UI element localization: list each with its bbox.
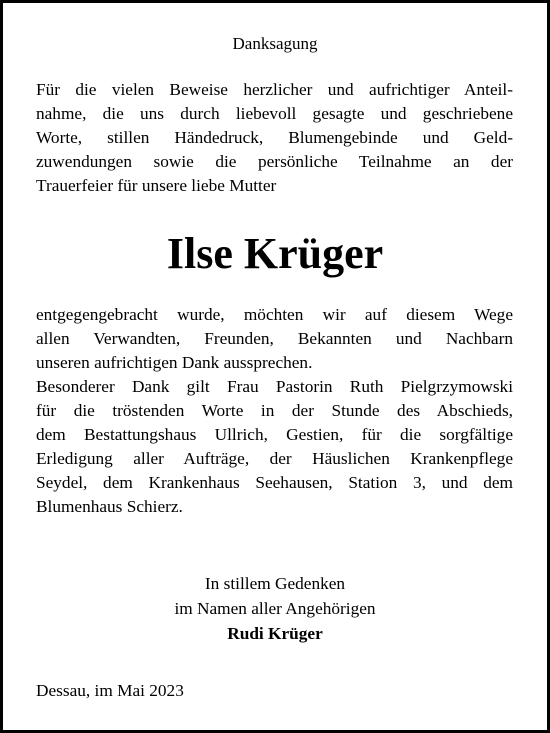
closing-block <box>3 571 547 646</box>
thanks-line: unseren aufrichtigen Dank aussprechen. <box>36 353 313 372</box>
intro-line: Worte, stillen Händedruck, Blumengebinde und Geld- <box>36 128 513 147</box>
thanks-paragraph <box>36 303 513 375</box>
thanks-line: allen Verwandten, Freunden, Bekannten und Nachbarn <box>36 329 513 348</box>
place-and-date: Dessau, im Mai 2023 <box>36 681 184 700</box>
intro-line: Für die vielen Beweise herzlicher und aufrichtiger Anteil- <box>36 80 513 99</box>
notice-heading: Danksagung <box>232 34 318 53</box>
special-thanks-line: Besonderer Dank gilt Frau Pastorin Ruth Pielgrzymowski <box>36 377 513 396</box>
signer-name: Rudi Krüger <box>227 624 323 643</box>
special-thanks-line: Erledigung aller Aufträge, der Häuslichen Krankenpflege <box>36 449 513 468</box>
special-thanks-paragraph <box>36 375 513 519</box>
closing-line-family: im Namen aller Angehörigen <box>174 599 376 618</box>
intro-paragraph <box>36 78 513 198</box>
intro-line: zuwendungen sowie die persönliche Teilnahme an der <box>36 152 513 171</box>
closing-line-remembrance: In stillem Gedenken <box>204 574 346 593</box>
special-thanks-line: dem Bestattungshaus Ullrich, Gestien, für die sorgfältige <box>36 425 513 444</box>
special-thanks-line: für die tröstenden Worte in der Stunde des Abschieds, <box>36 401 513 420</box>
thanks-line: entgegengebracht wurde, möchten wir auf diesem Wege <box>36 305 513 324</box>
special-thanks-line: Seydel, dem Krankenhaus Seehausen, Station 3, und dem <box>36 473 513 492</box>
intro-line: nahme, die uns durch liebevoll gesagte und geschriebene <box>36 104 513 123</box>
deceased-name: Ilse Krüger <box>166 229 384 278</box>
intro-line: Trauerfeier für unsere liebe Mutter <box>36 176 277 195</box>
special-thanks-line: Blumenhaus Schierz. <box>36 497 183 516</box>
